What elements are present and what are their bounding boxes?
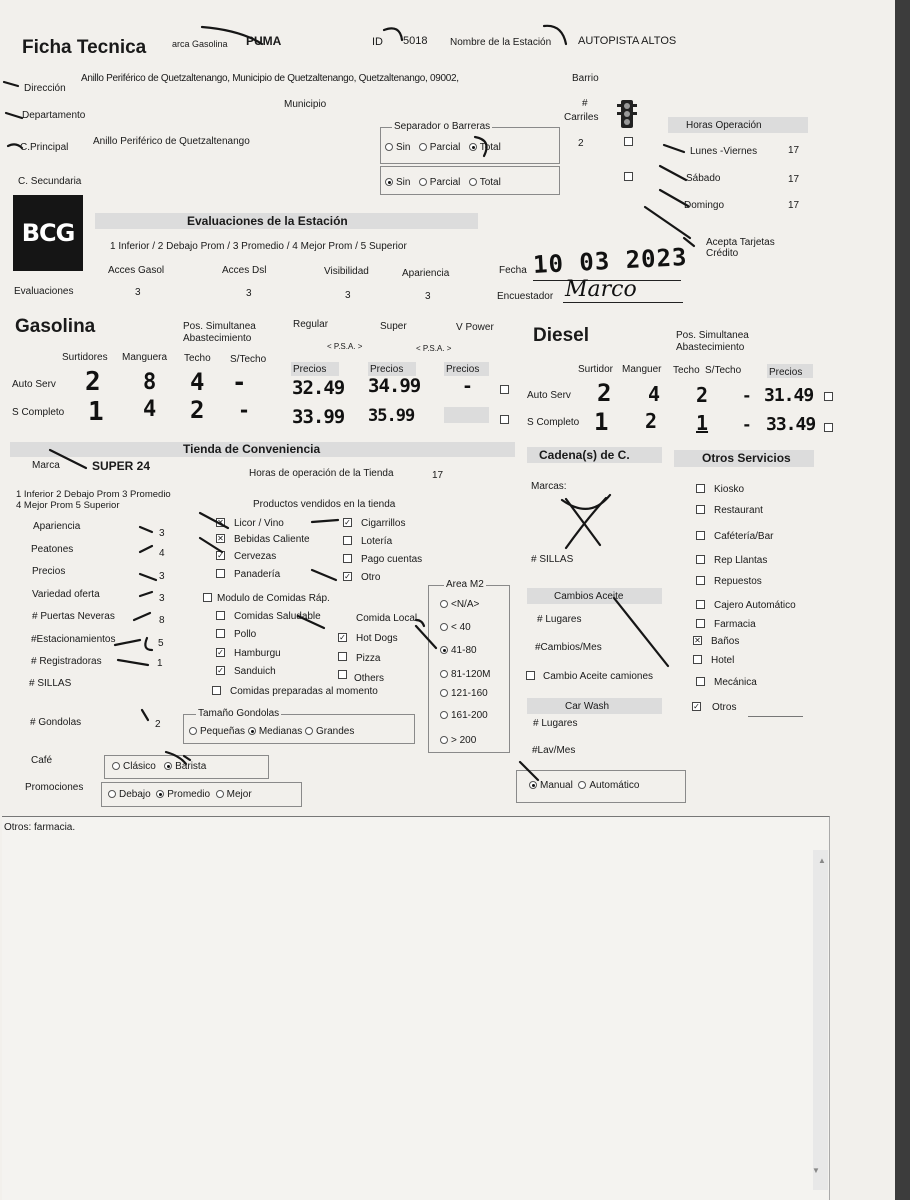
radio-medianas[interactable] [248,727,256,735]
prod-pizza-label: Pizza [356,653,381,664]
prod-loteria-label: Lotería [361,536,393,547]
radio-total-label: Total [479,142,501,153]
tienda-horas-value[interactable]: 17 [432,470,444,481]
carriles-label: Carriles [564,112,599,123]
gas-autoserv-vpower[interactable]: - [462,376,473,397]
cafe-options [112,760,206,773]
horas-domingo-label: Domingo [684,200,725,211]
gas-scompleto-vpower[interactable] [444,407,489,423]
check-comidas-saludable[interactable] [216,611,225,620]
tienda-marca-value[interactable]: SUPER 24 [92,459,151,473]
check-banos[interactable]: ✕ [694,636,701,645]
id-label: ID [372,36,383,48]
radio-parcial-1[interactable] [419,143,427,151]
check-rep-llantas[interactable] [696,555,705,564]
cafe-label: Café [31,755,53,766]
gas-scompleto-techo[interactable]: 2 [190,396,205,424]
radio-area-na[interactable] [440,600,448,608]
tienda-title: Tienda de Conveniencia [183,442,321,456]
diesel-precios-header: Precios [769,367,803,378]
area-opt-40 [440,621,471,634]
gas-scompleto-super[interactable]: 35.99 [368,406,415,426]
clasico-label: Clásico [123,761,156,772]
check-cafeteria[interactable] [696,531,705,540]
evaluaciones-row-label: Evaluaciones [14,286,74,297]
area-40-label: < 40 [451,622,471,633]
gas-autoserv-manguera[interactable]: 8 [143,370,157,395]
check-mecanica[interactable] [696,677,705,686]
notes-text: Otros: farmacia. [4,822,76,833]
check-pago-cuentas[interactable] [343,554,352,563]
prod-preparadas-label: Comidas preparadas al momento [230,686,378,697]
eval-apariencia-value[interactable]: 3 [425,291,431,302]
horas-title: Horas Operación [686,120,762,131]
serv-kiosko-label: Kiosko [714,484,745,495]
tienda-marca-label: Marca [32,460,60,471]
eval-acces-gasol-label: Acces Gasol [108,265,165,276]
diesel-autoserv-precio[interactable]: 31.49 [764,385,814,406]
check-otro[interactable]: ✓ [344,572,351,581]
gas-autoserv-check[interactable] [500,385,509,394]
promedio-label: Promedio [167,789,211,800]
radio-total-label: Total [479,177,501,188]
check-modulo-comidas[interactable] [203,593,212,602]
eval-acces-gasol-value[interactable]: 3 [135,287,141,298]
check-licor[interactable]: ✕ [217,518,224,527]
prod-pago-label: Pago cuentas [361,554,423,565]
marca-gasolina-label: arca Gasolina [172,39,228,49]
eval-acces-dsl-value[interactable]: 3 [246,288,252,299]
radio-manual[interactable] [529,781,537,789]
gas-scompleto-stecho[interactable]: - [238,398,251,422]
gas-scompleto-surtidores[interactable]: 1 [88,397,104,427]
check-panaderia[interactable] [216,569,225,578]
evaluaciones-title: Evaluaciones de la Estación [187,214,348,228]
radio-total-1[interactable] [469,143,477,151]
radio-mejor[interactable] [216,790,224,798]
rating-peatones-value[interactable]: 4 [159,548,165,559]
radio-total-2[interactable] [469,178,477,186]
station-name[interactable]: AUTOPISTA ALTOS [578,35,677,47]
separador-row-1 [385,141,501,154]
municipio-label: Municipio [284,99,327,110]
notes-scrollbar[interactable] [813,850,828,1190]
prod-bebidas-label: Bebidas Caliente [234,534,310,545]
area-na-label: <N/A> [451,599,480,610]
rating-precios-label: Precios [32,566,66,577]
prod-saludable-label: Comidas Saludable [234,611,321,622]
prod-modulo-label: Modulo de Comidas Ráp. [217,593,330,604]
area-opt-41-80 [440,644,477,657]
gas-scompleto-check[interactable] [500,415,509,424]
gas-autoserv-techo[interactable]: 4 [190,368,205,396]
gas-stecho-header: S/Techo [230,354,267,365]
gas-scompleto-label: S Completo [12,407,65,418]
evaluaciones-scale: 1 Inferior / 2 Debajo Prom / 3 Promedio / 4 Mejor Prom / 5 Superior [110,241,407,252]
prod-others-label: Others [354,673,385,684]
carriles-hash: # [582,98,588,109]
rating-variedad-value[interactable]: 3 [159,593,165,604]
check-kiosko[interactable] [696,484,705,493]
automatico-label: Automático [589,780,640,791]
horas-lunes-value[interactable]: 17 [788,145,800,156]
check-others[interactable] [338,670,347,679]
psa-regular: < P.S.A. > [327,342,363,351]
direccion-value[interactable]: Anillo Periférico de Quetzaltenango, Municipio de Quetzaltenango, Quetzaltenango, 09002, [81,73,459,84]
area-41-80-label: 41-80 [451,645,477,656]
radio-grandes[interactable] [305,727,313,735]
gas-autoserv-super[interactable]: 34.99 [368,375,421,397]
area-81-120-label: 81-120M [451,669,491,680]
medianas-label: Medianas [258,726,303,737]
serv-cajero-label: Cajero Automático [714,600,796,611]
secundaria-label: C. Secundaria [18,176,82,187]
encuestador-underline [563,302,683,303]
area-opt-200 [440,734,476,747]
carwash-options [529,779,639,792]
diesel-scompleto-label: S Completo [527,417,580,428]
gasolina-title: Gasolina [15,316,96,337]
fecha-value[interactable]: 10 03 2023 [532,242,689,280]
gas-autoserv-surtidores[interactable]: 2 [85,367,101,397]
separador-title: Separador o Barreras [394,121,491,132]
rating-variedad-label: Variedad oferta [32,589,100,600]
principal-value[interactable]: Anillo Periférico de Quetzaltenango [93,136,250,147]
area-121-160-label: 121-160 [451,688,488,699]
serv-banos-label: Baños [711,636,740,647]
serv-hotel-label: Hotel [711,655,735,666]
fecha-label: Fecha [499,265,527,276]
radio-sin-2[interactable] [385,178,393,186]
gas-autoserv-regular[interactable]: 32.49 [292,377,345,399]
traffic-light-icon [617,99,637,129]
diesel-autoserv-label: Auto Serv [527,390,571,401]
psa-super: < P.S.A. > [416,344,452,353]
diesel-scompleto-stecho[interactable]: - [742,415,752,434]
cadena-sillas-label: # SILLAS [531,554,574,565]
area-200-label: > 200 [451,735,477,746]
radio-parcial-label: Parcial [429,142,461,153]
rating-sillas-label: # SILLAS [29,678,72,689]
radio-barista[interactable] [164,762,172,770]
gas-scompleto-regular[interactable]: 33.99 [292,406,345,428]
diesel-autoserv-stecho[interactable]: - [742,386,752,405]
check-hot-dogs[interactable]: ✓ [339,633,346,642]
debajo-label: Debajo [119,789,151,800]
check-otros[interactable]: ✓ [693,702,700,711]
check-restaurant[interactable] [696,505,705,514]
prod-cigarrillos-label: Cigarrillos [361,518,406,529]
horas-sabado-label: Sábado [686,173,721,184]
check-pollo[interactable] [216,629,225,638]
serv-restaurant-label: Restaurant [714,505,763,516]
radio-sin-1[interactable] [385,143,393,151]
serv-mecanica-label: Mecánica [714,677,757,688]
grandes-label: Grandes [315,726,355,737]
bcg-logo: BCG [13,195,83,271]
carwash-title: Car Wash [565,701,610,712]
diesel-techo-header: Techo [673,365,700,376]
serv-cafeteria-label: Cafétería/Bar [714,531,774,542]
radio-area-40[interactable] [440,623,448,631]
diesel-scompleto-precio[interactable]: 33.49 [766,414,816,435]
cadena-title: Cadena(s) de C. [539,448,630,462]
radio-area-41-80[interactable] [440,646,448,654]
gas-autoserv-stecho[interactable]: - [232,368,247,396]
radio-area-161-200[interactable] [440,711,448,719]
manual-label: Manual [540,780,573,791]
gasolina-super: Super [380,321,407,332]
diesel-autoserv-manguera[interactable]: 4 [648,382,661,406]
eval-visibilidad-value[interactable]: 3 [345,290,351,301]
rating-registradoras-label: # Registradoras [31,656,102,667]
diesel-autoserv-check[interactable] [824,392,833,401]
barista-label: Barista [175,761,207,772]
diesel-autoserv-surtidor[interactable]: 2 [597,379,612,407]
diesel-pos-sim: Pos. Simultanea Abastecimiento [676,330,749,353]
radio-automatico[interactable] [578,781,586,789]
carril-checkbox-1[interactable] [624,137,633,146]
area-opt-161-200 [440,709,488,722]
prod-cervezas-label: Cervezas [234,551,277,562]
check-cigarrillos[interactable]: ✓ [344,518,351,527]
productos-title: Productos vendidos en la tienda [253,499,396,510]
gondolas-label: # Gondolas [30,717,82,728]
notes-textarea[interactable] [2,816,830,1200]
rating-registradoras-value[interactable]: 1 [157,658,163,669]
id-value[interactable]: 5018 [403,35,428,47]
gas-surtidores-header: Surtidores [62,352,108,363]
check-farmacia[interactable] [696,619,705,628]
prod-sanduich-label: Sanduich [234,666,276,677]
encuestador-label: Encuestador [497,291,554,302]
precios-vpower-header: Precios [446,364,480,375]
rating-estacionamientos-label: #Estacionamientos [31,634,116,645]
horas-sabado-value[interactable]: 17 [788,174,800,185]
gas-manguera-header: Manguera [122,352,168,363]
aceite-lugares: # Lugares [537,614,582,625]
prod-licor-label: Licor / Vino [234,518,284,529]
marca-gasolina-value[interactable]: PUMA [246,34,282,48]
gondolas-value[interactable]: 2 [155,719,161,730]
check-sanduich[interactable]: ✓ [217,666,224,675]
promociones-label: Promociones [25,782,84,793]
prod-otro-label: Otro [361,572,381,583]
encuestador-value[interactable]: Marco [565,277,637,302]
direccion-label: Dirección [24,83,66,94]
mejor-label: Mejor [226,789,252,800]
check-pizza[interactable] [338,652,347,661]
diesel-title: Diesel [533,325,589,346]
otros-underline [748,716,803,717]
diesel-scompleto-techo[interactable]: 1 [696,411,709,435]
diesel-scompleto-manguera[interactable]: 2 [645,409,658,433]
gas-techo-header: Techo [184,353,211,364]
prod-panaderia-label: Panadería [234,569,281,580]
precios-super-header: Precios [370,364,404,375]
gasolina-regular: Regular [293,319,329,330]
station-label: Nombre de la Estación [450,37,552,48]
check-hamburguesa[interactable]: ✓ [217,648,224,657]
check-loteria[interactable] [343,536,352,545]
rating-apariencia-label: Apariencia [33,521,81,532]
serv-repuestos-label: Repuestos [714,576,762,587]
rating-peatones-label: Peatones [31,544,74,555]
carwash-lav-mes: #Lav/Mes [532,745,576,756]
gasolina-pos-sim: Pos. Simultanea Abastecimiento [183,321,256,344]
radio-pequenas[interactable] [189,727,197,735]
precios-regular-header: Precios [293,364,327,375]
aceite-camiones-label: Cambio Aceite camiones [543,671,654,682]
diesel-scompleto-check[interactable] [824,423,833,432]
radio-promedio[interactable] [156,790,164,798]
tienda-scale-2: 4 Mejor Prom 5 Superior [16,500,120,511]
check-cervezas[interactable]: ✓ [217,551,224,560]
diesel-manguer-header: Manguer [622,364,662,375]
gas-autoserv-label: Auto Serv [12,379,56,390]
carril-checkbox-2[interactable] [624,172,633,181]
check-repuestos[interactable] [696,576,705,585]
check-hotel[interactable] [693,655,702,664]
gas-scompleto-manguera[interactable]: 4 [143,397,157,422]
comida-local-label: Comida Local [356,613,418,624]
rating-precios-value[interactable]: 3 [159,571,165,582]
area-opt-121-160 [440,687,488,700]
diesel-autoserv-techo[interactable]: 2 [696,383,709,407]
otros-servicios-title: Otros Servicios [702,451,791,465]
tamano-title: Tamaño Gondolas [198,708,280,719]
area-title: Area M2 [446,579,484,590]
radio-area-81-120[interactable] [440,670,448,678]
scroll-down-icon[interactable]: ▼ [812,1166,820,1175]
scroll-up-icon[interactable]: ▲ [818,856,826,865]
rating-puertas-value[interactable]: 8 [159,615,165,626]
horas-lunes-label: Lunes -Viernes [690,146,758,157]
check-bebidas[interactable]: ✕ [217,534,224,543]
gasolina-vpower: V Power [456,322,494,333]
principal-label: C.Principal [20,142,69,153]
diesel-scompleto-surtidor[interactable]: 1 [594,408,609,436]
separador-row-2 [385,176,501,189]
carwash-lugares: # Lugares [533,718,578,729]
tamano-options [189,725,354,738]
serv-otros-label: Otros [712,702,737,713]
barrio-label: Barrio [572,73,599,84]
horas-domingo-value[interactable]: 17 [788,200,800,211]
tienda-horas-label: Horas de operación de la Tienda [249,468,394,479]
radio-sin-label: Sin [396,142,411,153]
diesel-surtidor-header: Surtidor [578,364,614,375]
rating-apariencia-value[interactable]: 3 [159,528,165,539]
check-aceite-camiones[interactable] [526,671,535,680]
prod-hamburgu-label: Hamburgu [234,648,281,659]
acepta-tarjetas[interactable]: Acepta Tarjetas Crédito [706,237,775,259]
radio-clasico[interactable] [112,762,120,770]
prod-hotdogs-label: Hot Dogs [356,633,398,644]
serv-llantas-label: Rep Llantas [714,555,768,566]
radio-parcial-label: Parcial [429,177,461,188]
prod-pollo-label: Pollo [234,629,257,640]
cadena-marcas-label: Marcas: [531,481,567,492]
eval-visibilidad-label: Visibilidad [324,266,369,277]
radio-area-200[interactable] [440,736,448,744]
check-comidas-preparadas[interactable] [212,686,221,695]
rating-estacionamientos-value[interactable]: 5 [158,638,164,649]
radio-parcial-2[interactable] [419,178,427,186]
promociones-options [108,788,252,801]
diesel-stecho-header: S/Techo [705,365,742,376]
departamento-label: Departamento [22,110,86,121]
pequenas-label: Pequeñas [200,726,246,737]
aceite-title: Cambios Aceite [554,591,624,602]
rating-puertas-label: # Puertas Neveras [32,611,115,622]
carriles-value[interactable]: 2 [578,138,584,149]
radio-area-121-160[interactable] [440,689,448,697]
tienda-scale-1: 1 Inferior 2 Debajo Prom 3 Promedio [16,489,171,500]
area-opt-81-120 [440,668,490,681]
form-title: Ficha Tecnica [22,37,147,58]
area-161-200-label: 161-200 [451,710,488,721]
eval-acces-dsl-label: Acces Dsl [222,265,267,276]
eval-apariencia-label: Apariencia [402,268,450,279]
serv-farmacia-label: Farmacia [714,619,756,630]
radio-sin-label: Sin [396,177,411,188]
radio-debajo[interactable] [108,790,116,798]
area-opt-na [440,598,479,611]
check-cajero[interactable] [696,600,705,609]
aceite-cambios-mes: #Cambios/Mes [535,642,602,653]
